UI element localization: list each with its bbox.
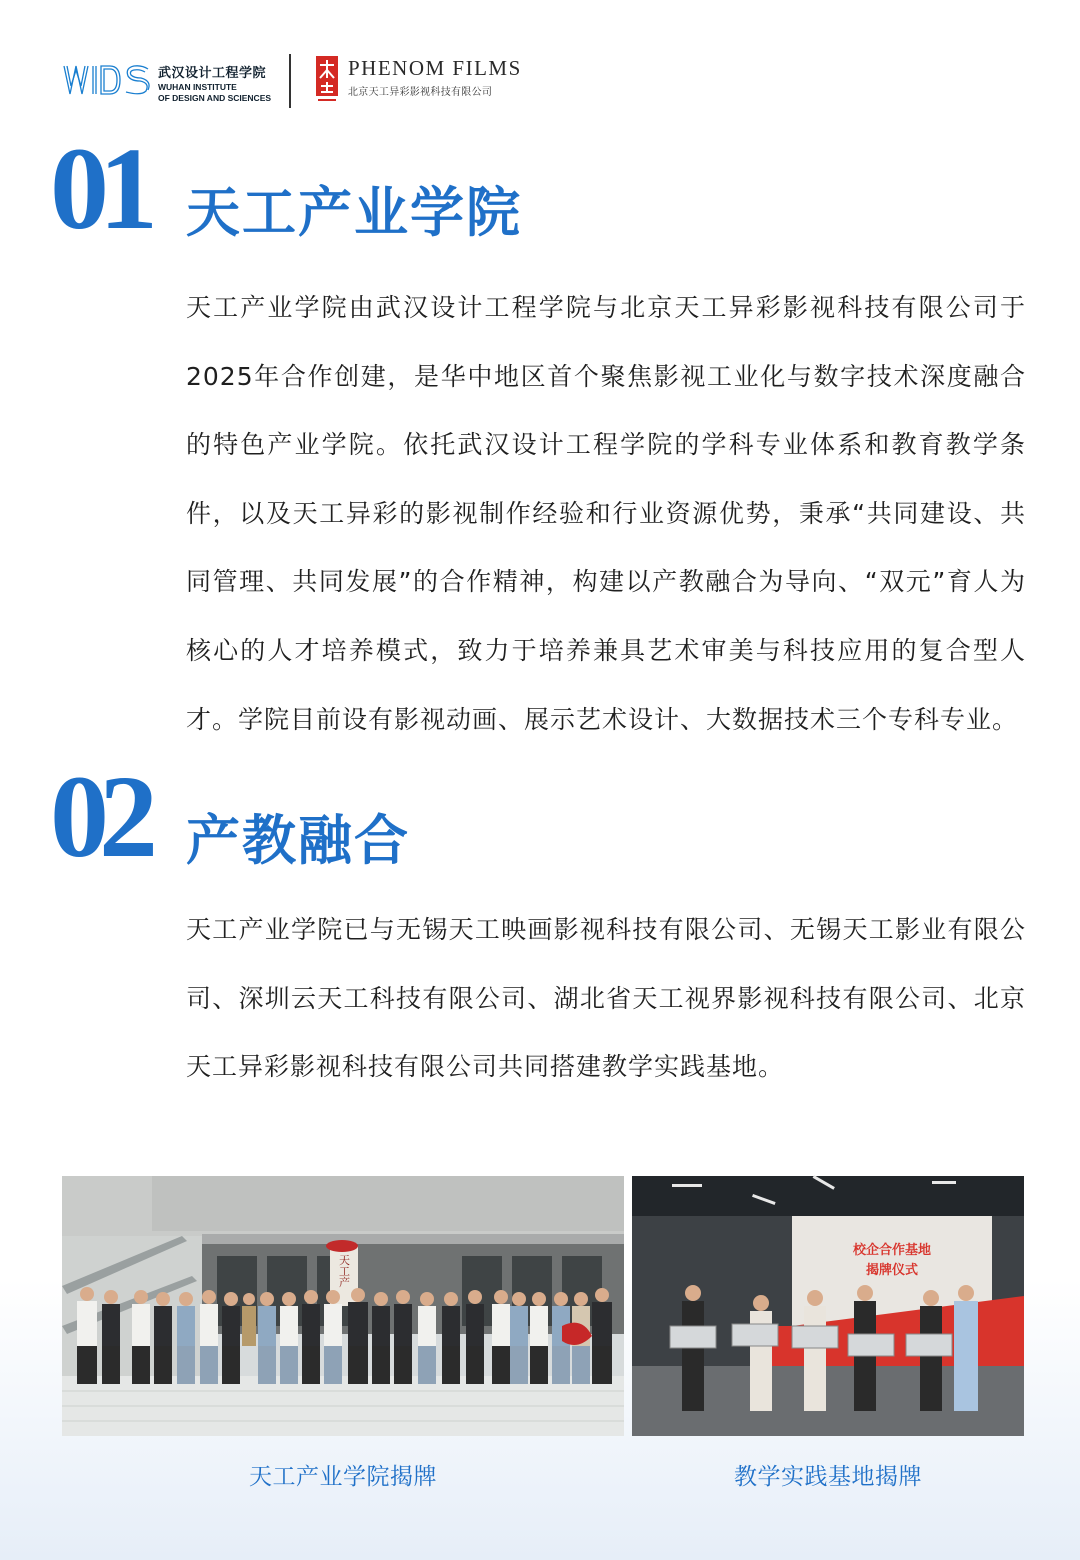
plaque-text: 天工产 xyxy=(337,1254,351,1288)
header xyxy=(62,48,582,110)
section-01-body: 天工产业学院由武汉设计工程学院与北京天工异彩影视科技有限公司于2025年合作创建，是华中地区首个聚焦影视工业化与数字技术深度融合的特色产业学院。依托武汉设计工程学院的学科专业体系和教育教学条件，以及天工异彩的影视制作经验和行业资源优势，秉承“共同建设、共同管理、共同发展”的合作精神，构建以产教融合为导向、“双元”育人为核心的人才培养模式，致力于培养兼具艺术审美与科技应用的复合型人才。学院目前设有影视动画、展示艺术设计、大数据技术三个专科专业。 xyxy=(186,293,1026,734)
school-name-en-line2: OF DESIGN AND SCIENCES xyxy=(158,93,272,103)
section-02-title: 产教融合 xyxy=(186,809,410,872)
photo-unveiling-ceremony xyxy=(62,1176,624,1436)
section-01-number xyxy=(50,123,150,254)
section-02-body: 天工产业学院已与无锡天工映画影视科技有限公司、无锡天工影业有限公司、深圳云天工科技有限公司、湖北省天工视界影视科技有限公司、北京天工异彩影视科技有限公司共同搭建教学实践基地。 xyxy=(186,915,1026,1082)
photo-practice-base-ceremony xyxy=(632,1176,1024,1436)
school-name-cn: 武汉设计工程学院 xyxy=(158,66,267,81)
section-01-title: 天工产业学院 xyxy=(186,181,522,244)
section-02-number xyxy=(50,751,150,882)
section-02-number-text: 02 xyxy=(50,751,148,882)
company-name-cn: 北京天工异彩影视科技有限公司 xyxy=(348,87,493,98)
school-name-block xyxy=(158,62,271,103)
photo-unveiling-caption: 天工产业学院揭牌 xyxy=(249,1464,437,1490)
header-divider xyxy=(289,54,291,108)
photo-practice-base-image xyxy=(632,1176,1024,1436)
school-name-en-line1: WUHAN INSTITUTE xyxy=(158,82,237,92)
company-name-en: PHENOM FILMS xyxy=(348,56,522,80)
tiangong-seal-icon xyxy=(316,56,338,104)
section-01-number-text: 01 xyxy=(50,123,148,254)
photo-practice-base-caption: 教学实践基地揭牌 xyxy=(734,1464,922,1490)
banner-line2: 揭牌仪式 xyxy=(865,1263,919,1278)
photo-unveiling-image xyxy=(62,1176,624,1436)
wids-logo-icon xyxy=(62,60,152,100)
banner-line1: 校企合作基地 xyxy=(852,1243,932,1258)
